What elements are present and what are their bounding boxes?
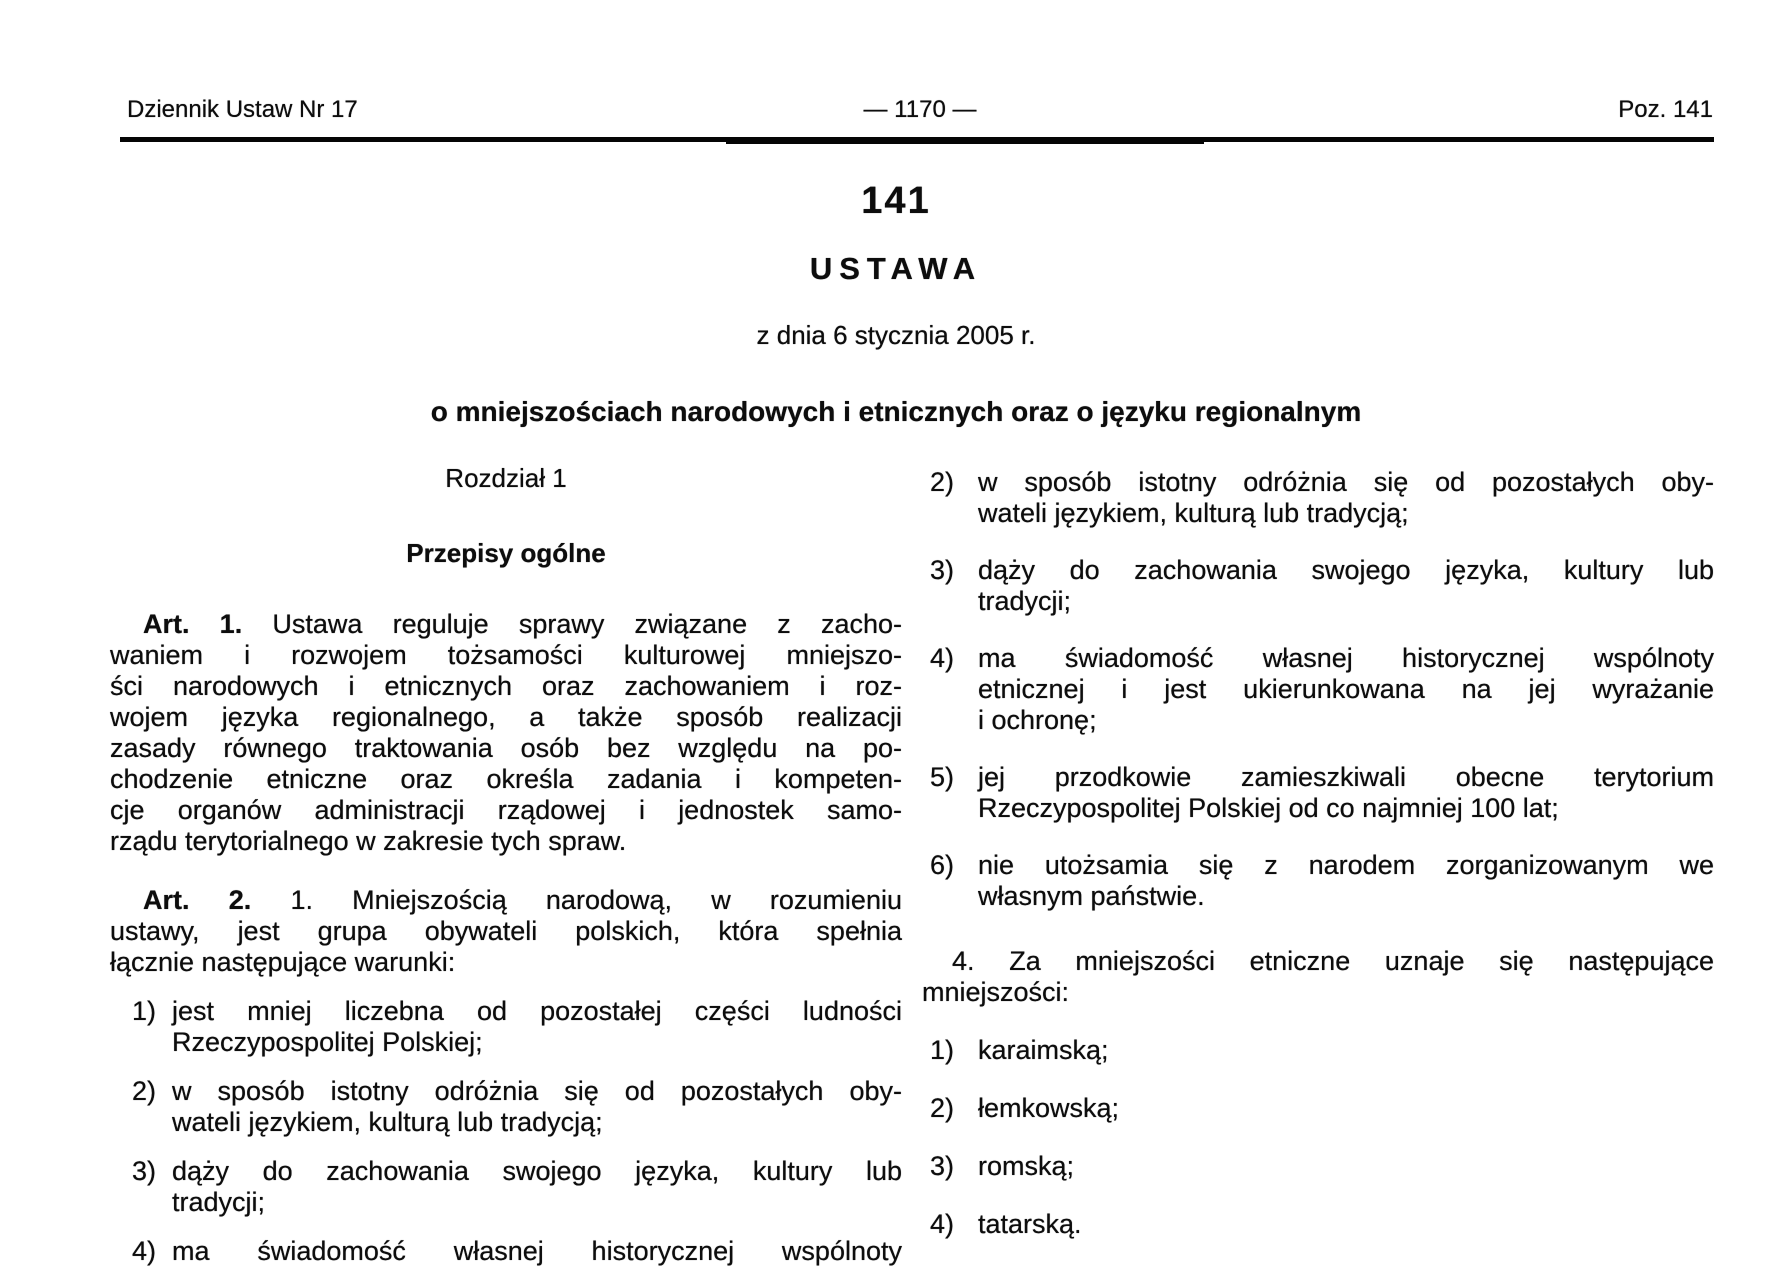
item-text <box>172 1236 902 1267</box>
item-number: 3) <box>132 1156 157 1186</box>
item-number: 2) <box>930 467 955 497</box>
article-2 <box>110 885 902 978</box>
item-text: karaimską; <box>978 1035 1109 1065</box>
condition-item-4 <box>110 1236 902 1267</box>
text-columns <box>110 455 1714 1280</box>
item-line: i ochronę; <box>978 705 1097 735</box>
item-number: 5) <box>930 762 955 792</box>
item-line: dąży do zachowania swojego języka, kultury lub <box>172 1156 902 1186</box>
item-line: własnym państwie. <box>978 881 1205 911</box>
item-line: tradycji; <box>172 1187 266 1217</box>
act-title: o mniejszościach narodowych i etnicznych oraz o języku regionalnym <box>430 396 1362 427</box>
item-text <box>172 1156 902 1218</box>
condition-item-3 <box>110 1156 902 1218</box>
column-right <box>922 455 1714 1280</box>
article-1-line: waniem i rozwojem tożsamości kulturowej mniejszo- <box>110 640 902 670</box>
item-number: 4) <box>930 643 955 673</box>
item-line: w sposób istotny odróżnia się od pozostałych oby- <box>172 1076 902 1106</box>
item-line: ma świadomość własnej historycznej wspólnoty <box>172 1236 902 1266</box>
condition-item-2-cont <box>922 467 1714 529</box>
item-number: 1) <box>930 1035 955 1065</box>
page-number: — 1170 — <box>863 96 977 123</box>
item-line: ma świadomość własnej historycznej wspólnoty <box>978 643 1714 673</box>
article-2-line: ustawy, jest grupa obywateli polskich, która spełnia <box>110 916 902 946</box>
article-1-text: Ustawa reguluje sprawy związane z zacho- <box>272 609 902 639</box>
item-line: wateli językiem, kulturą lub tradycją; <box>978 498 1409 528</box>
item-line: wateli językiem, kulturą lub tradycją; <box>172 1107 603 1137</box>
article-1-line: rządu terytorialnego w zakresie tych spraw. <box>110 826 627 856</box>
column-left <box>110 455 902 1280</box>
item-line: Rzeczypospolitej Polskiej od co najmniej 100 lat; <box>978 793 1559 823</box>
paragraph-4-line: 4. Za mniejszości etniczne uznaje się następujące <box>952 946 1714 976</box>
article-1-line: wojem języka regionalnego, a także sposób realizacji <box>110 702 902 732</box>
item-number: 2) <box>132 1076 157 1106</box>
item-line: w sposób istotny odróżnia się od pozostałych oby- <box>978 467 1714 497</box>
paragraph-4-line: mniejszości: <box>922 977 1070 1007</box>
article-1-line: ści narodowych i etnicznych oraz zachowaniem i roz- <box>110 671 902 701</box>
condition-item-3-cont <box>922 555 1714 617</box>
article-1-line <box>110 609 902 640</box>
condition-item-1 <box>110 996 902 1058</box>
item-line: nie utożsamia się z narodem zorganizowanym we <box>978 850 1714 880</box>
article-2-label: Art. 2. <box>143 885 291 915</box>
item-number: 6) <box>930 850 955 880</box>
article-1-label: Art. 1. <box>143 609 273 639</box>
item-number: 1) <box>132 996 157 1026</box>
item-line: etnicznej i jest ukierunkowana na jej wyrażanie <box>978 674 1714 704</box>
item-line: Rzeczypospolitej Polskiej; <box>172 1027 483 1057</box>
journal-title: Dziennik Ustaw Nr 17 <box>127 96 358 123</box>
article-1 <box>110 609 902 857</box>
article-1-line: zasady równego traktowania osób bez względu na po- <box>110 733 902 763</box>
chapter-title: Przepisy ogólne <box>406 538 606 568</box>
item-text <box>172 996 902 1058</box>
chapter-heading: Rozdział 1 <box>445 463 567 493</box>
position-number: Poz. 141 <box>1618 96 1713 123</box>
item-text <box>978 762 1714 824</box>
item-number: 3) <box>930 1151 955 1181</box>
item-text: romską; <box>978 1151 1075 1181</box>
article-1-line: cje organów administracji rządowej i jednostek samo- <box>110 795 902 825</box>
act-date: z dnia 6 stycznia 2005 r. <box>756 320 1036 350</box>
item-text <box>978 643 1714 736</box>
item-line: jej przodkowie zamieszkiwali obecne terytorium <box>978 762 1714 792</box>
condition-item-6 <box>922 850 1714 912</box>
ethnic-item-2 <box>922 1093 1714 1124</box>
header-rule <box>120 137 1714 142</box>
item-line: jest mniej liczebna od pozostałej części ludności <box>172 996 902 1026</box>
act-number: 141 <box>861 180 931 222</box>
item-text: łemkowską; <box>978 1093 1120 1123</box>
item-text <box>978 850 1714 912</box>
item-text <box>172 1076 902 1138</box>
paragraph-4 <box>922 946 1714 1008</box>
item-number: 4) <box>930 1209 955 1239</box>
item-text <box>978 555 1714 617</box>
item-text: tatarską. <box>978 1209 1082 1239</box>
condition-item-5 <box>922 762 1714 824</box>
article-1-line: chodzenie etniczne oraz określa zadania i kompeten- <box>110 764 902 794</box>
article-2-line <box>110 885 902 916</box>
item-text <box>978 467 1714 529</box>
item-line: tradycji; <box>978 586 1072 616</box>
ethnic-item-3 <box>922 1151 1714 1182</box>
item-number: 2) <box>930 1093 955 1123</box>
act-type: USTAWA <box>809 251 983 286</box>
article-2-text: 1. Mniejszością narodową, w rozumieniu <box>290 885 902 915</box>
article-2-line: łącznie następujące warunki: <box>110 947 456 977</box>
condition-item-4-cont <box>922 643 1714 736</box>
ethnic-item-1 <box>922 1035 1714 1066</box>
item-number: 4) <box>132 1236 157 1266</box>
ethnic-item-4 <box>922 1209 1714 1240</box>
item-number: 3) <box>930 555 955 585</box>
condition-item-2 <box>110 1076 902 1138</box>
item-line: dąży do zachowania swojego języka, kultury lub <box>978 555 1714 585</box>
